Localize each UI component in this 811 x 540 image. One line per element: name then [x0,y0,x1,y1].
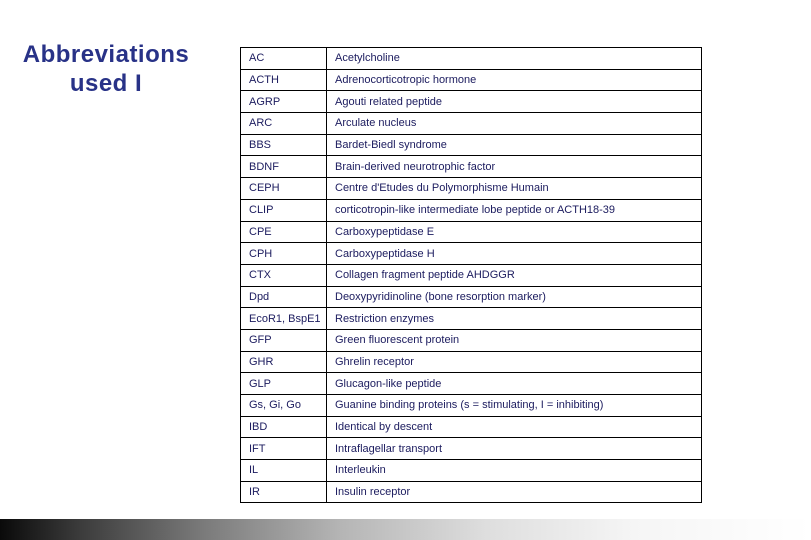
abbr-cell: CLIP [241,199,327,221]
abbr-cell: IFT [241,438,327,460]
table-row [241,178,702,200]
abbr-cell: GLP [241,373,327,395]
abbreviation-table-body [241,48,702,503]
page-title-line2: used I [69,70,143,98]
meaning-cell: Adrenocorticotropic hormone [327,69,702,91]
abbr-cell: GFP [241,329,327,351]
meaning-cell: Carboxypeptidase E [327,221,702,243]
page-title [6,40,206,99]
table-row [241,156,702,178]
table-row [241,460,702,482]
table-row [241,48,702,70]
bottom-gradient-bar [0,519,811,540]
meaning-cell: corticotropin-like intermediate lobe peptide or ACTH18-39 [327,199,702,221]
meaning-cell: Restriction enzymes [327,308,702,330]
table-row [241,69,702,91]
meaning-cell: Insulin receptor [327,481,702,503]
table-row [241,438,702,460]
meaning-cell: Bardet-Biedl syndrome [327,134,702,156]
abbr-cell: ARC [241,113,327,135]
table-row [241,329,702,351]
abbr-cell: CTX [241,264,327,286]
table-row [241,308,702,330]
abbr-cell: Gs, Gi, Go [241,395,327,417]
table-row [241,373,702,395]
meaning-cell: Green fluorescent protein [327,329,702,351]
meaning-cell: Deoxypyridinoline (bone resorption marker) [327,286,702,308]
meaning-cell: Intraflagellar transport [327,438,702,460]
table-row [241,264,702,286]
abbr-cell: CEPH [241,178,327,200]
meaning-cell: Agouti related peptide [327,91,702,113]
meaning-cell: Carboxypeptidase H [327,243,702,265]
table-row [241,243,702,265]
meaning-cell: Arculate nucleus [327,113,702,135]
abbr-cell: Dpd [241,286,327,308]
abbr-cell: AGRP [241,91,327,113]
abbr-cell: ACTH [241,69,327,91]
table-row [241,395,702,417]
abbr-cell: IBD [241,416,327,438]
table-row [241,134,702,156]
table-row [241,91,702,113]
table-row [241,416,702,438]
meaning-cell: Brain-derived neurotrophic factor [327,156,702,178]
abbr-cell: CPE [241,221,327,243]
meaning-cell: Identical by descent [327,416,702,438]
abbr-cell: GHR [241,351,327,373]
table-row [241,113,702,135]
abbr-cell: IL [241,460,327,482]
table-row [241,481,702,503]
table-row [241,286,702,308]
abbr-cell: BDNF [241,156,327,178]
abbreviation-table [240,47,702,503]
abbr-cell: AC [241,48,327,70]
table-row [241,221,702,243]
table-row [241,351,702,373]
meaning-cell: Interleukin [327,460,702,482]
meaning-cell: Ghrelin receptor [327,351,702,373]
meaning-cell: Collagen fragment peptide AHDGGR [327,264,702,286]
meaning-cell: Acetylcholine [327,48,702,70]
meaning-cell: Guanine binding proteins (s = stimulating, I = inhibiting) [327,395,702,417]
page-title-line1: Abbreviations [22,41,190,68]
abbr-cell: BBS [241,134,327,156]
abbr-cell: IR [241,481,327,503]
meaning-cell: Centre d'Etudes du Polymorphisme Humain [327,178,702,200]
abbr-cell: CPH [241,243,327,265]
abbr-cell: EcoR1, BspE1 [241,308,327,330]
meaning-cell: Glucagon-like peptide [327,373,702,395]
table-row [241,199,702,221]
